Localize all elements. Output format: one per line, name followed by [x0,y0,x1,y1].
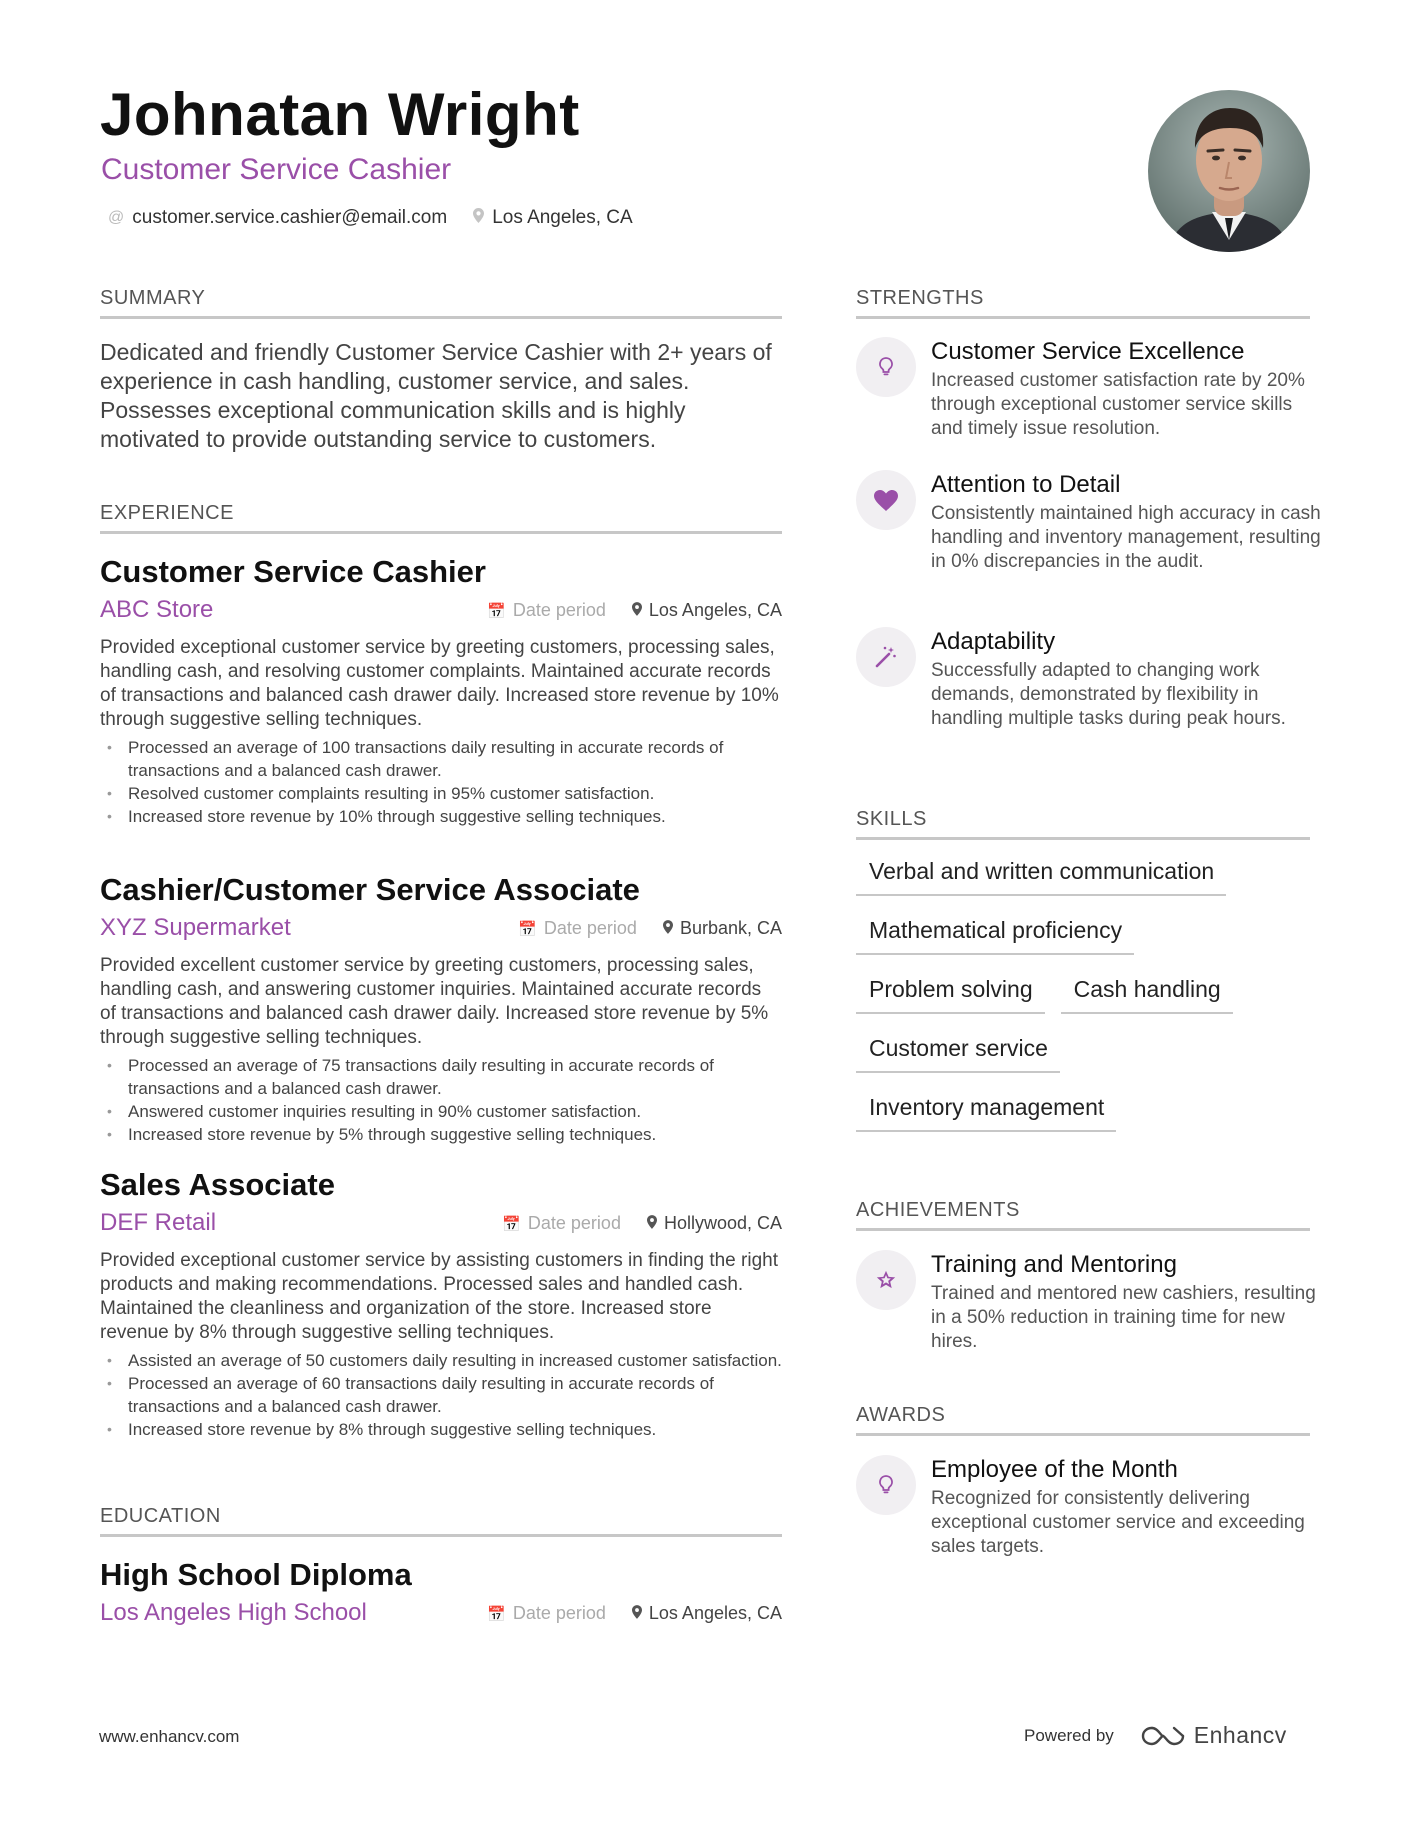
candidate-role: Customer Service Cashier [101,153,452,186]
summary-heading: SUMMARY [100,287,782,319]
education-location [632,1603,782,1624]
job-title: Cashier/Customer Service Associate [100,872,640,907]
brand-logo[interactable] [1140,1722,1287,1749]
at-icon: @ [108,209,125,226]
strength-description: Increased customer satisfaction rate by 20% through exceptional customer service skills and timely issue resolution. [931,370,1305,439]
education-item [100,1555,782,1635]
bullet-item: • Processed an average of 60 transactions daily resulting in accurate records of transactions and a balanced cash drawer. [100,1372,782,1418]
contact-email[interactable] [108,207,447,229]
job-title: Customer Service Cashier [100,554,486,589]
profile-photo [1148,90,1310,252]
map-pin-icon [647,1215,657,1233]
location-text: Los Angeles, CA [648,600,782,620]
job-meta-row [100,592,782,632]
company-name: XYZ Supermarket [100,914,291,941]
bullet-item: • Processed an average of 75 transactions daily resulting in accurate records of transactions and a balanced cash drawer. [100,1054,782,1100]
map-pin-icon [473,208,484,228]
date-text: Date period [512,600,606,620]
strength-title: Adaptability [931,628,1056,655]
calendar-icon: 📅 [502,1215,521,1233]
skills-list [856,856,1316,1151]
job-location [647,1213,782,1234]
job-description: Provided exceptional customer service by assisting customers in finding the right products and making recommendations. Processed sales and handled cash. Maintained the cleanliness and organization of the store. Increased store revenue by 8% through suggestive selling techniques. [100,1250,778,1343]
date-text: Date period [527,1213,621,1233]
job-bullets [100,1054,782,1146]
job-location [663,918,782,939]
experience-heading: EXPERIENCE [100,502,782,534]
skill-tag: Cash handling [1061,974,1233,1014]
experience-item [100,1165,782,1441]
company-name: ABC Store [100,596,214,623]
strength-title: Customer Service Excellence [931,338,1245,365]
skill-tag: Problem solving [856,974,1045,1014]
lightbulb-icon [856,1455,916,1515]
skills-heading: SKILLS [856,808,1310,840]
job-date [487,600,606,621]
job-meta-row [100,1205,782,1245]
calendar-icon: 📅 [518,920,537,938]
job-meta [502,1213,782,1234]
location-text: Burbank, CA [679,918,782,938]
job-location [632,600,782,621]
summary-text: Dedicated and friendly Customer Service Cashier with 2+ years of experience in cash handling, customer service, and sales. Possesses exceptional communication skills and is highly motivated to provide outstanding service to customers. [100,339,772,452]
achievements-heading: ACHIEVEMENTS [856,1199,1310,1231]
calendar-icon: 📅 [487,1605,506,1623]
job-meta-row [100,910,782,950]
powered-by-label: Powered by [1024,1725,1114,1745]
company-name: DEF Retail [100,1209,217,1236]
contact-location [473,207,632,229]
enhancv-logo-icon [1140,1724,1186,1748]
skill-tag: Mathematical proficiency [856,915,1134,955]
skill-tag: Inventory management [856,1092,1116,1132]
bullet-item: • Increased store revenue by 5% through suggestive selling techniques. [100,1123,782,1146]
strength-title: Attention to Detail [931,471,1121,498]
footer-website[interactable]: www.enhancv.com [99,1727,240,1746]
map-pin-icon [632,1605,642,1623]
strengths-heading: STRENGTHS [856,287,1310,319]
map-pin-icon [663,920,673,938]
job-description: Provided excellent customer service by greeting customers, processing sales, handling cash, and answering customer inquiries. Maintained accurate records of transactions and balanced cash drawer daily. Increased store revenue by 5% through suggestive selling techniques. [100,955,769,1048]
strength-description: Successfully adapted to changing work demands, demonstrated by flexibility in handling multiple tasks during peak hours. [931,660,1286,729]
degree-title: High School Diploma [100,1557,412,1592]
school-name: Los Angeles High School [100,1599,367,1626]
skill-tag: Verbal and written communication [856,856,1226,896]
award-description: Recognized for consistently delivering exceptional customer service and exceeding sales targets. [931,1488,1305,1557]
map-pin-icon [632,602,642,620]
strength-text [931,337,1321,441]
lightbulb-icon [856,337,916,397]
email-text: customer.service.cashier@email.com [132,207,448,228]
heart-icon [856,470,916,530]
job-date [502,1213,621,1234]
footer-branding [1024,1722,1287,1749]
job-bullets [100,736,782,828]
experience-item [100,870,782,1146]
bullet-item: • Resolved customer complaints resulting in 95% customer satisfaction. [100,782,782,805]
awards-heading: AWARDS [856,1404,1310,1436]
experience-item [100,552,782,828]
job-bullets [100,1349,782,1441]
brand-name: Enhancv [1193,1722,1287,1748]
strength-description: Consistently maintained high accuracy in cash handling and inventory management, resulting in 0% discrepancies in the audit. [931,503,1321,572]
location-text: Los Angeles, CA [492,207,633,228]
achievement-title: Training and Mentoring [931,1251,1177,1278]
bullet-item: • Answered customer inquiries resulting in 90% customer satisfaction. [100,1100,782,1123]
education-meta-row [100,1595,782,1635]
bullet-item: • Increased store revenue by 8% through suggestive selling techniques. [100,1418,782,1441]
achievement-text [931,1250,1321,1354]
date-text: Date period [512,1603,606,1623]
job-description: Provided exceptional customer service by greeting customers, processing sales, handling cash, and resolving customer complaints. Maintained accurate records of transactions and balanced cash drawer daily. Increased store revenue by 10% through suggestive selling techniques. [100,637,779,730]
bullet-item: • Processed an average of 100 transactions daily resulting in accurate records of transactions and a balanced cash drawer. [100,736,782,782]
calendar-icon: 📅 [487,602,506,620]
bullet-item: • Assisted an average of 50 customers daily resulting in increased customer satisfaction. [100,1349,782,1372]
award-text [931,1455,1321,1559]
strength-text [931,627,1321,731]
job-meta [487,600,782,621]
achievement-description: Trained and mentored new cashiers, resulting in a 50% reduction in training time for new hires. [931,1283,1316,1352]
date-text: Date period [543,918,637,938]
job-title: Sales Associate [100,1167,335,1202]
job-date [518,918,637,939]
magic-wand-icon [856,627,916,687]
bullet-item: • Increased store revenue by 10% through suggestive selling techniques. [100,805,782,828]
job-meta [518,918,782,939]
strength-text [931,470,1321,574]
award-title: Employee of the Month [931,1456,1178,1483]
education-meta [487,1603,782,1624]
candidate-name: Johnatan Wright [100,81,580,148]
education-date [487,1603,606,1624]
location-text: Hollywood, CA [663,1213,782,1233]
skill-tag: Customer service [856,1033,1060,1073]
contact-bar [108,207,659,229]
education-heading: EDUCATION [100,1505,782,1537]
location-text: Los Angeles, CA [648,1603,782,1623]
star-icon [856,1250,916,1310]
